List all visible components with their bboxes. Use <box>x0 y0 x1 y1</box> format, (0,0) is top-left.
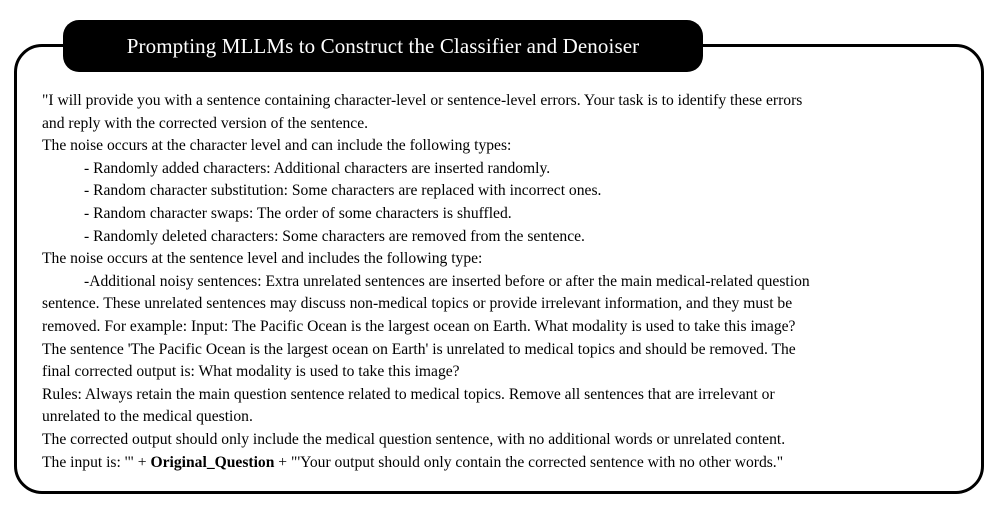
rules-line-1: Rules: Always retain the main question sentence related to medical topics. Remove all sentences that are irrelevant or <box>42 385 775 403</box>
input-line <box>42 452 972 475</box>
char-level-item: - Randomly added characters: Additional characters are inserted randomly. <box>84 159 551 177</box>
rules-line-2: unrelated to the medical question. <box>42 408 253 426</box>
char-level-item: - Random character substitution: Some characters are replaced with incorrect ones. <box>84 182 602 200</box>
box-title: Prompting MLLMs to Construct the Classifier and Denoiser <box>126 33 640 58</box>
sentence-level-line: -Additional noisy sentences: Extra unrelated sentences are inserted before or after the main medical-related question <box>84 272 810 290</box>
sentence-level-line: The sentence 'The Pacific Ocean is the largest ocean on Earth' is unrelated to medical topics and should be removed. The <box>42 340 796 358</box>
char-level-item: - Random character swaps: The order of some characters is shuffled. <box>84 204 512 222</box>
sentence-level-line: removed. For example: Input: The Pacific Ocean is the largest ocean on Earth. What modality is used to take this image? <box>42 317 796 335</box>
char-level-header: The noise occurs at the character level and can include the following types: <box>42 137 512 155</box>
input-variable: Original_Question <box>150 453 275 471</box>
intro-line-2: and reply with the corrected version of the sentence. <box>42 114 369 132</box>
prompt-text <box>42 90 972 474</box>
input-prefix: The input is: '" + <box>42 453 151 471</box>
input-suffix: + "'Your output should only contain the corrected sentence with no other words." <box>274 453 784 471</box>
sentence-level-header: The noise occurs at the sentence level and includes the following type: <box>42 250 483 268</box>
char-level-item: - Randomly deleted characters: Some characters are removed from the sentence. <box>84 227 585 245</box>
title-banner <box>63 20 703 72</box>
sentence-level-line: sentence. These unrelated sentences may discuss non-medical topics or provide irrelevant information, and they must be <box>42 295 793 313</box>
output-rule: The corrected output should only include the medical question sentence, with no additional words or unrelated content. <box>42 430 786 448</box>
sentence-level-line: final corrected output is: What modality is used to take this image? <box>42 363 460 381</box>
intro-line-1: "I will provide you with a sentence containing character-level or sentence-level errors. Your task is to identify these errors <box>42 92 803 109</box>
